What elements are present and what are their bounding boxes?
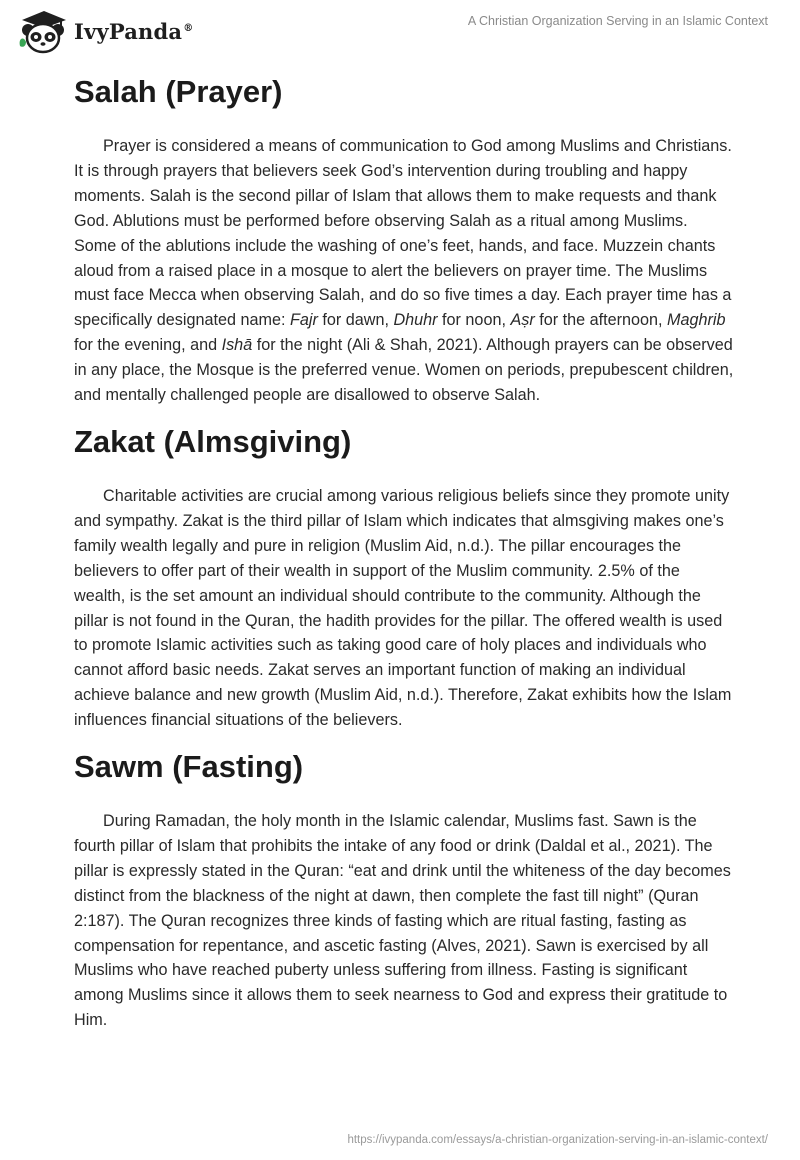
paragraph-text: for the afternoon, bbox=[534, 311, 668, 330]
panda-logo-icon bbox=[14, 8, 68, 54]
section-heading-salah: Salah (Prayer) bbox=[74, 74, 283, 109]
essay-content bbox=[74, 66, 734, 1033]
registered-mark: ® bbox=[183, 22, 194, 34]
paragraph-text: for noon, bbox=[437, 311, 511, 330]
source-url[interactable]: https://ivypanda.com/essays/a-christian-organization-serving-in-an-islamic-context/ bbox=[347, 1134, 768, 1146]
logo-text: IvyPanda® bbox=[74, 18, 194, 44]
section-heading-sawm: Sawm (Fasting) bbox=[74, 749, 304, 785]
paragraph-text: Charitable activities are crucial among various religious beliefs since they promote unity and sympathy. Zakat is the third pillar of Islam which indicates that almsgiving makes one’s family wealth legally and pure in religion (Muslim Aid, n.d.). The pillar encourages the believers to offer part of their wealth in support of the Muslim community. 2.5% of the wealth, is the set amount an individual should contribute to the community. Although the pillar is not found in the Quran, the hadith provides for the pillar. The offered wealth is used to promote Islamic activities such as taking good care of holy places and individuals who cannot afford basic needs. Zakat serves an important function of making an individual achieve balance and new growth (Muslim Aid, n.d.). Therefore, Zakat exhibits how the Islam influences financial situations of the believers. bbox=[74, 486, 732, 730]
ivypanda-logo[interactable] bbox=[14, 8, 193, 54]
paragraph-text: Prayer is considered a means of communication to God among Muslims and Christians. It is through prayers that believers seek God’s intervention during troubling and happy moments. Salah is the second pillar of Islam that allows them to make requests and thank God. Ablutions must be performed before observing Salah as a ritual among Muslims. Some of the ablutions include the washing of one’s feet, hands, and face. Muzzein chants aloud from a raised place in a mosque to alert the believers on prayer time. The Muslims must face Mecca when observing Salah, and do so five times a day. Each prayer time has a specifically designated name: bbox=[74, 137, 732, 330]
section-paragraph-salah bbox=[74, 134, 734, 408]
italic-term: Maghrib bbox=[667, 311, 726, 330]
running-title: A Christian Organization Serving in an Islamic Context bbox=[467, 14, 768, 28]
section-paragraph-sawm bbox=[74, 809, 734, 1033]
italic-term: Fajr bbox=[289, 311, 318, 330]
paragraph-text: for the evening, and bbox=[74, 336, 222, 355]
paragraph-text: for the night (Ali & Shah, 2021). Although prayers can be observed in any place, the Mosque is the preferred venue. Women on periods, prepubescent children, and mentally challenged people are disallowed to observe Salah. bbox=[74, 336, 734, 405]
paragraph-text: for dawn, bbox=[317, 311, 394, 330]
section-paragraph-zakat bbox=[74, 484, 734, 733]
italic-term: Aṣr bbox=[510, 311, 535, 330]
italic-term: Ishā bbox=[221, 336, 253, 355]
section-heading-zakat: Zakat (Almsgiving) bbox=[74, 423, 352, 459]
paragraph-text: During Ramadan, the holy month in the Islamic calendar, Muslims fast. Sawn is the fourth pillar of Islam that prohibits the intake of any food or drink (Daldal et al., 2021). The pillar is expressly stated in the Quran: “eat and drink until the whiteness of the day becomes distinct from the blackness of the night at dawn, then complete the fast till night” (Quran 2:187). The Quran recognizes three kinds of fasting which are ritual fasting, fasting as compensation for repentance, and ascetic fasting (Alves, 2021). Sawn is exercised by all Muslims who have reached puberty unless suffering from illness. Fasting is significant among Muslims since it allows them to seek nearness to God and express their gratitude to Him. bbox=[74, 812, 731, 1030]
page-header bbox=[0, 0, 800, 60]
italic-term: Dhuhr bbox=[393, 311, 438, 330]
